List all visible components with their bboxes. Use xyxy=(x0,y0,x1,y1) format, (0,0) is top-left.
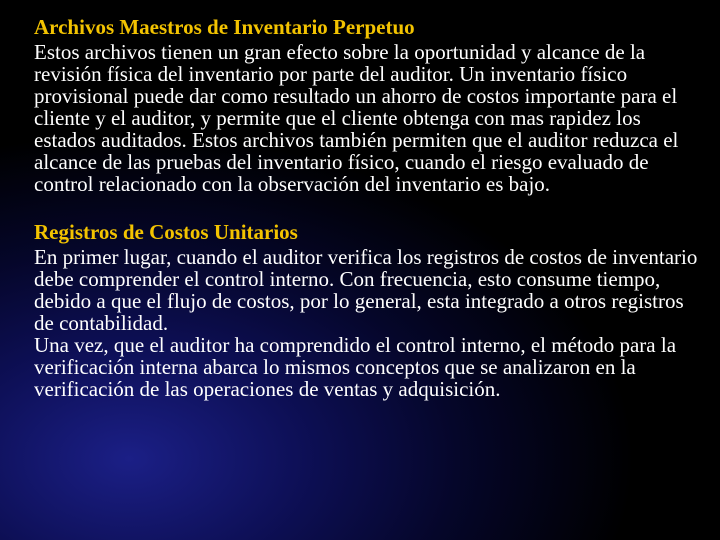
section-registros-costos xyxy=(34,219,706,400)
section-paragraph: Estos archivos tienen un gran efecto sobre la oportunidad y alcance de la revisión física del inventario por parte del auditor. Un inventario físico provisional puede dar como resultado un ahorro de costos importante para el cliente y el auditor, y permite que el cliente obtenga con mas rapidez los estados auditados. Estos archivos también permiten que el auditor reduzca el alcance de las pruebas del inventario físico, cuando el riesgo evaluado de control relacionado con la observación del inventario es bajo. xyxy=(34,40,679,196)
section-paragraph: En primer lugar, cuando el auditor verifica los registros de costos de inventario debe comprender el control interno. Con frecuencia, esto consume tiempo, debido a que el flujo de costos, por lo general, esta integrado a otros registros de contabilidad. xyxy=(34,245,698,335)
section-heading: Archivos Maestros de Inventario Perpetuo xyxy=(34,15,415,39)
section-heading: Registros de Costos Unitarios xyxy=(34,220,298,244)
section-paragraph: Una vez, que el auditor ha comprendido el control interno, el método para la verificación interna abarca lo mismos conceptos que se analizaron en la verificación de las operaciones de ventas y adquisición. xyxy=(34,333,677,401)
slide-content xyxy=(34,14,706,400)
section-archivos-maestros xyxy=(34,14,706,195)
